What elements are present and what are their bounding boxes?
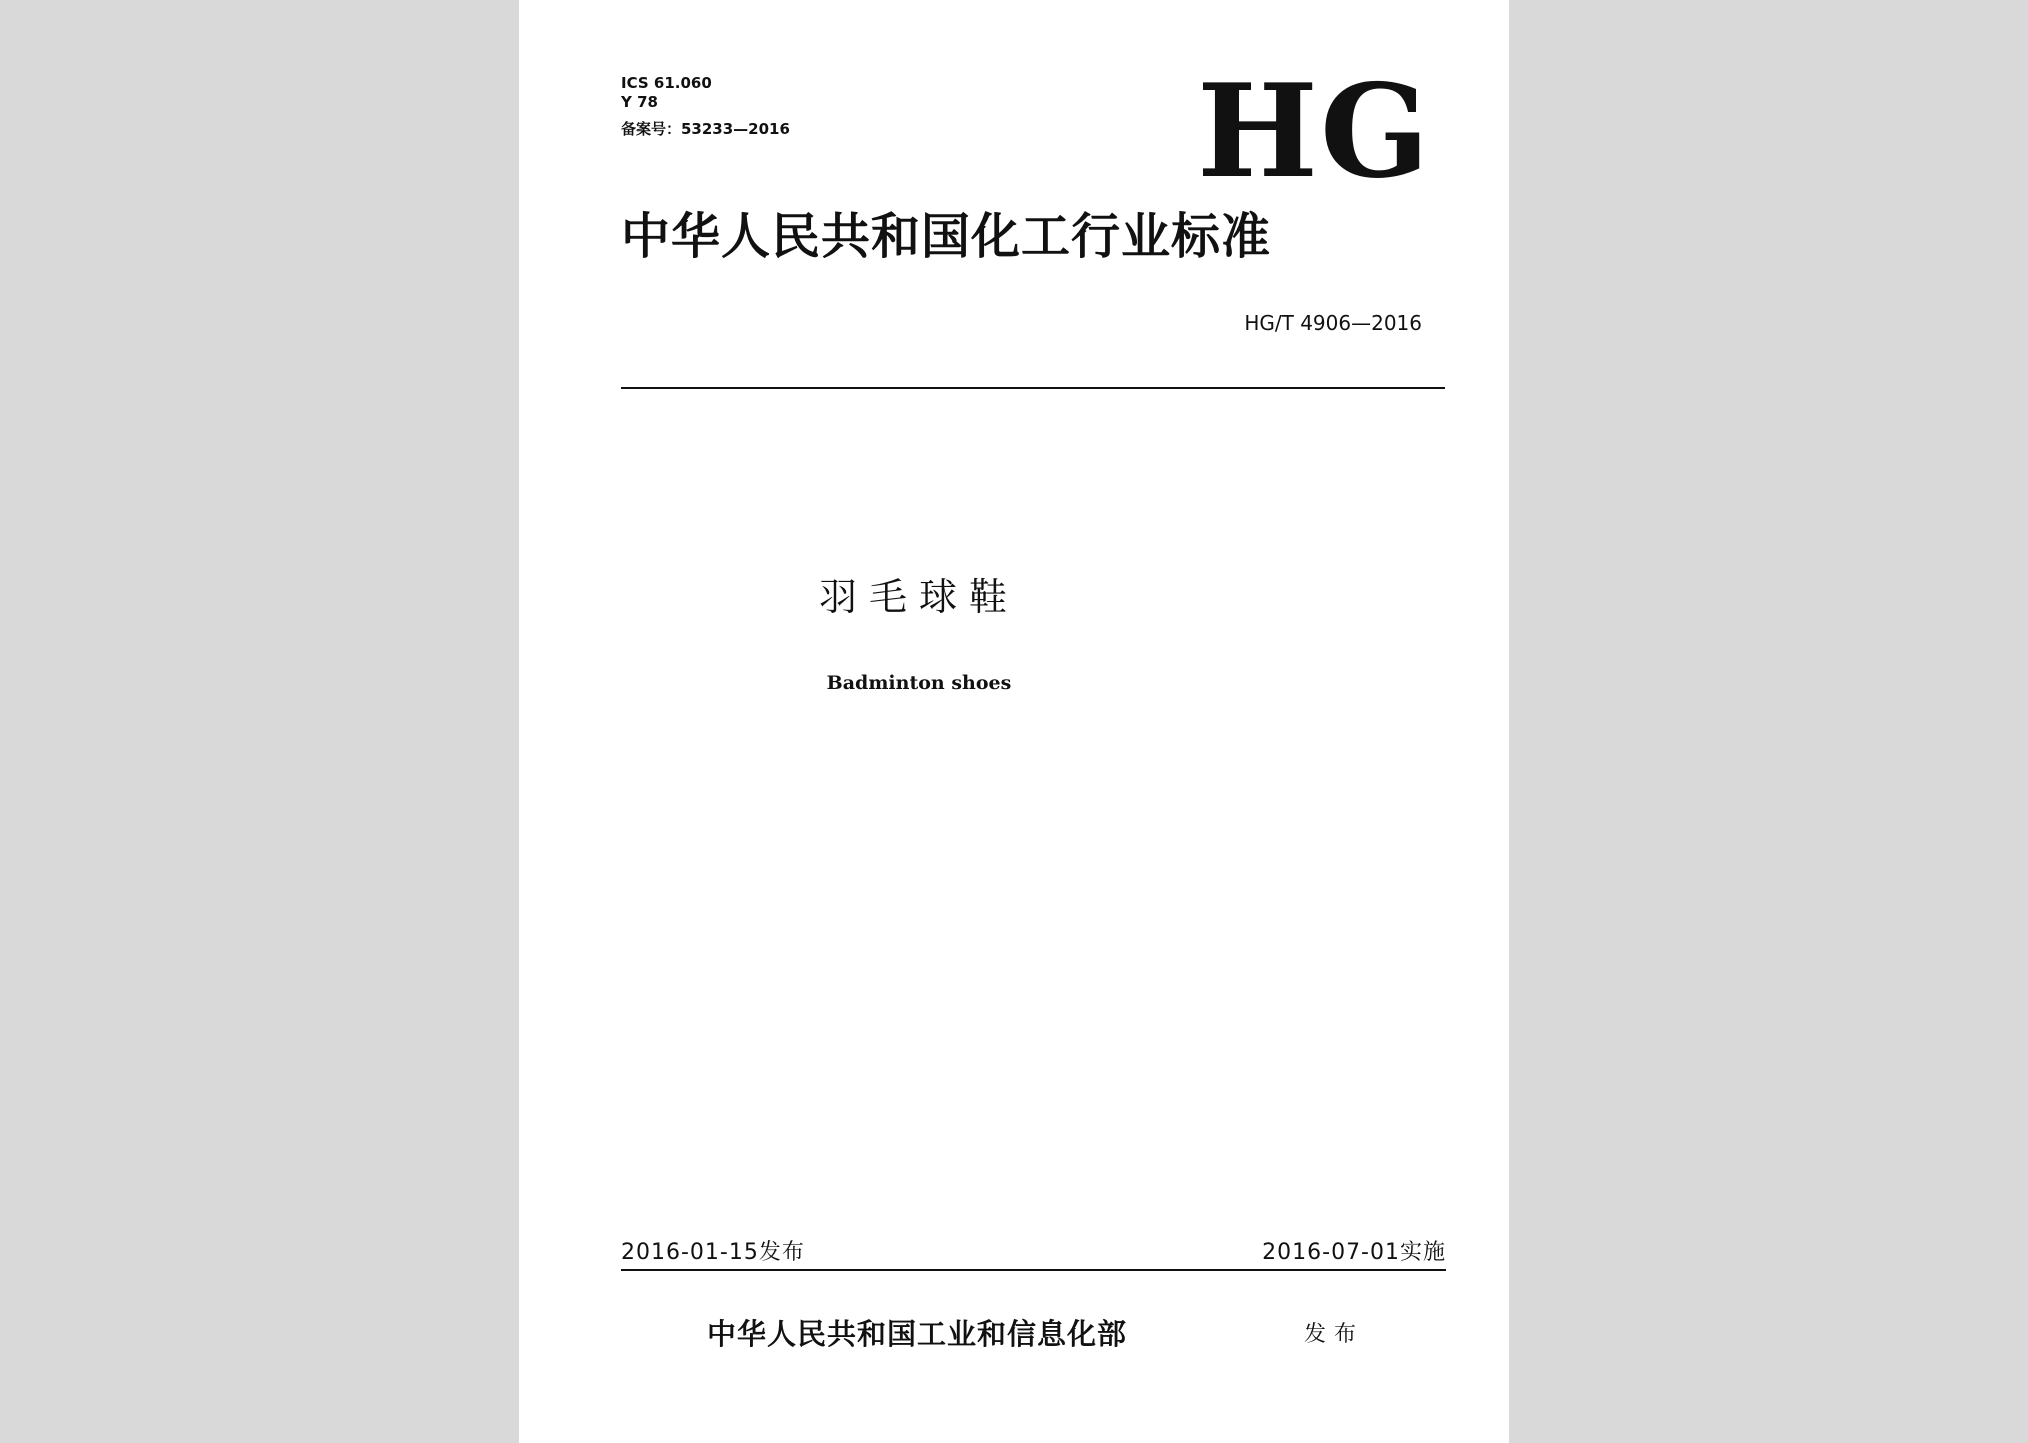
document-title-en: Badminton shoes [826,672,1012,694]
record-number: 备案号：53233—2016 [621,120,790,138]
ics-code: ICS 61.060 [621,74,712,92]
standard-number: HG/T 4906—2016 [1244,311,1422,335]
publisher-suffix: 发布 [1304,1322,1365,1347]
publisher: 中华人民共和国工业和信息化部 [707,1317,1128,1351]
category-code: Y 78 [621,93,658,111]
hg-logo: HG [1197,57,1432,207]
document-title-cn: 羽毛球鞋 [818,575,1019,619]
top-divider [621,387,1445,389]
bottom-divider [621,1269,1446,1271]
document-page [519,0,1509,1443]
standard-title: 中华人民共和国化工行业标准 [621,208,1272,265]
issue-date: 2016-01-15发布 [621,1240,805,1265]
implementation-date: 2016-07-01实施 [1262,1240,1446,1265]
